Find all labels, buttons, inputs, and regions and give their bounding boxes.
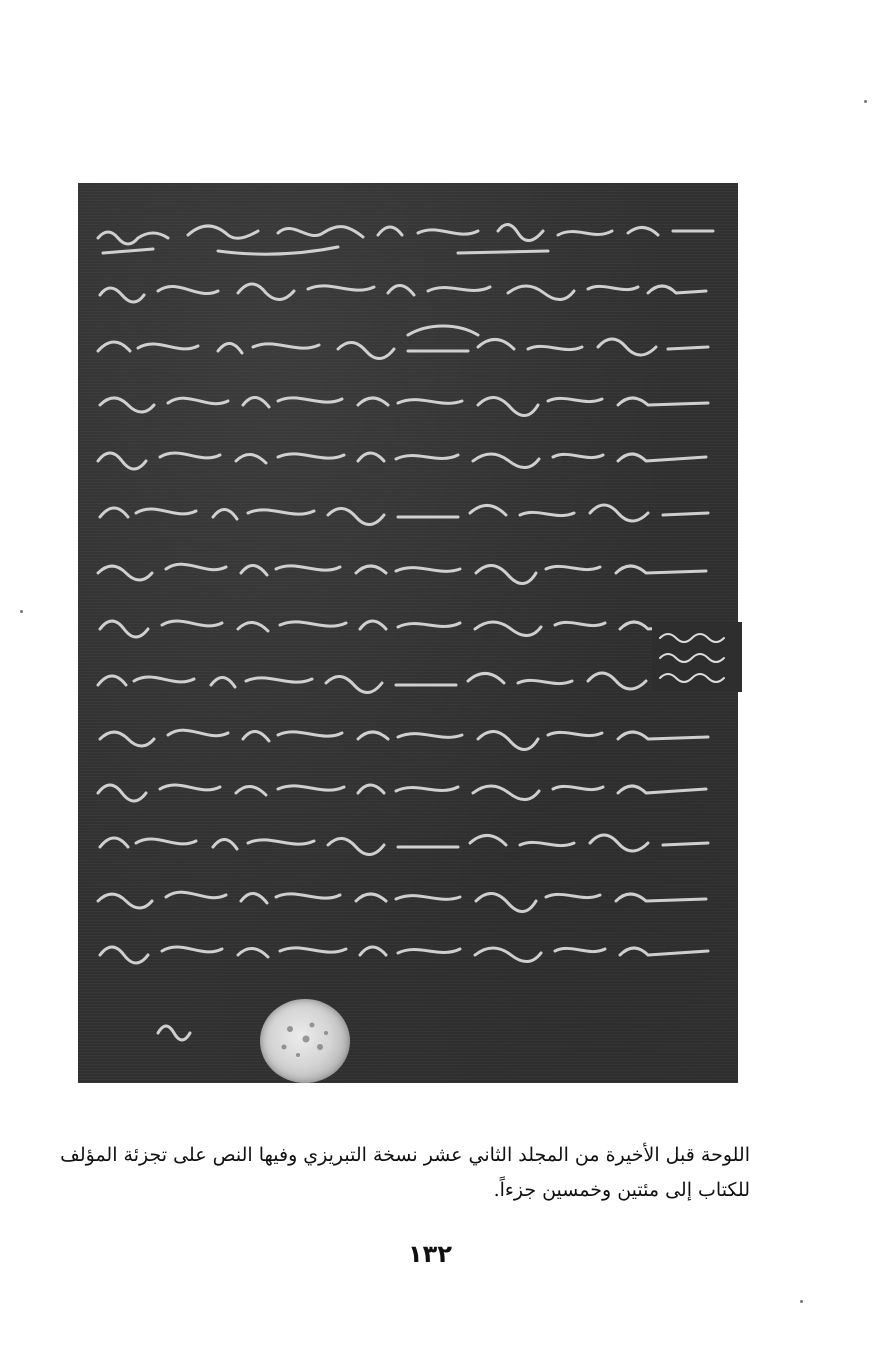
manuscript-script-lines <box>78 183 738 1083</box>
caption-line-1: اللوحة قبل الأخيرة من المجلد الثاني عشر نسخة التبريزي وفيها النص على تجزئة المؤلف <box>60 1144 750 1166</box>
manuscript-plate <box>78 183 738 1083</box>
round-seal-stamp-icon <box>260 999 350 1083</box>
marginal-note <box>652 622 742 692</box>
page-number: ١٣٢ <box>408 1240 452 1268</box>
scan-speck <box>20 610 23 613</box>
scan-speck <box>800 1300 803 1303</box>
scan-speck <box>864 100 867 103</box>
plate-caption <box>60 1138 750 1208</box>
caption-line-2: للكتاب إلى مئتين وخمسين جزءاً. <box>493 1179 750 1201</box>
